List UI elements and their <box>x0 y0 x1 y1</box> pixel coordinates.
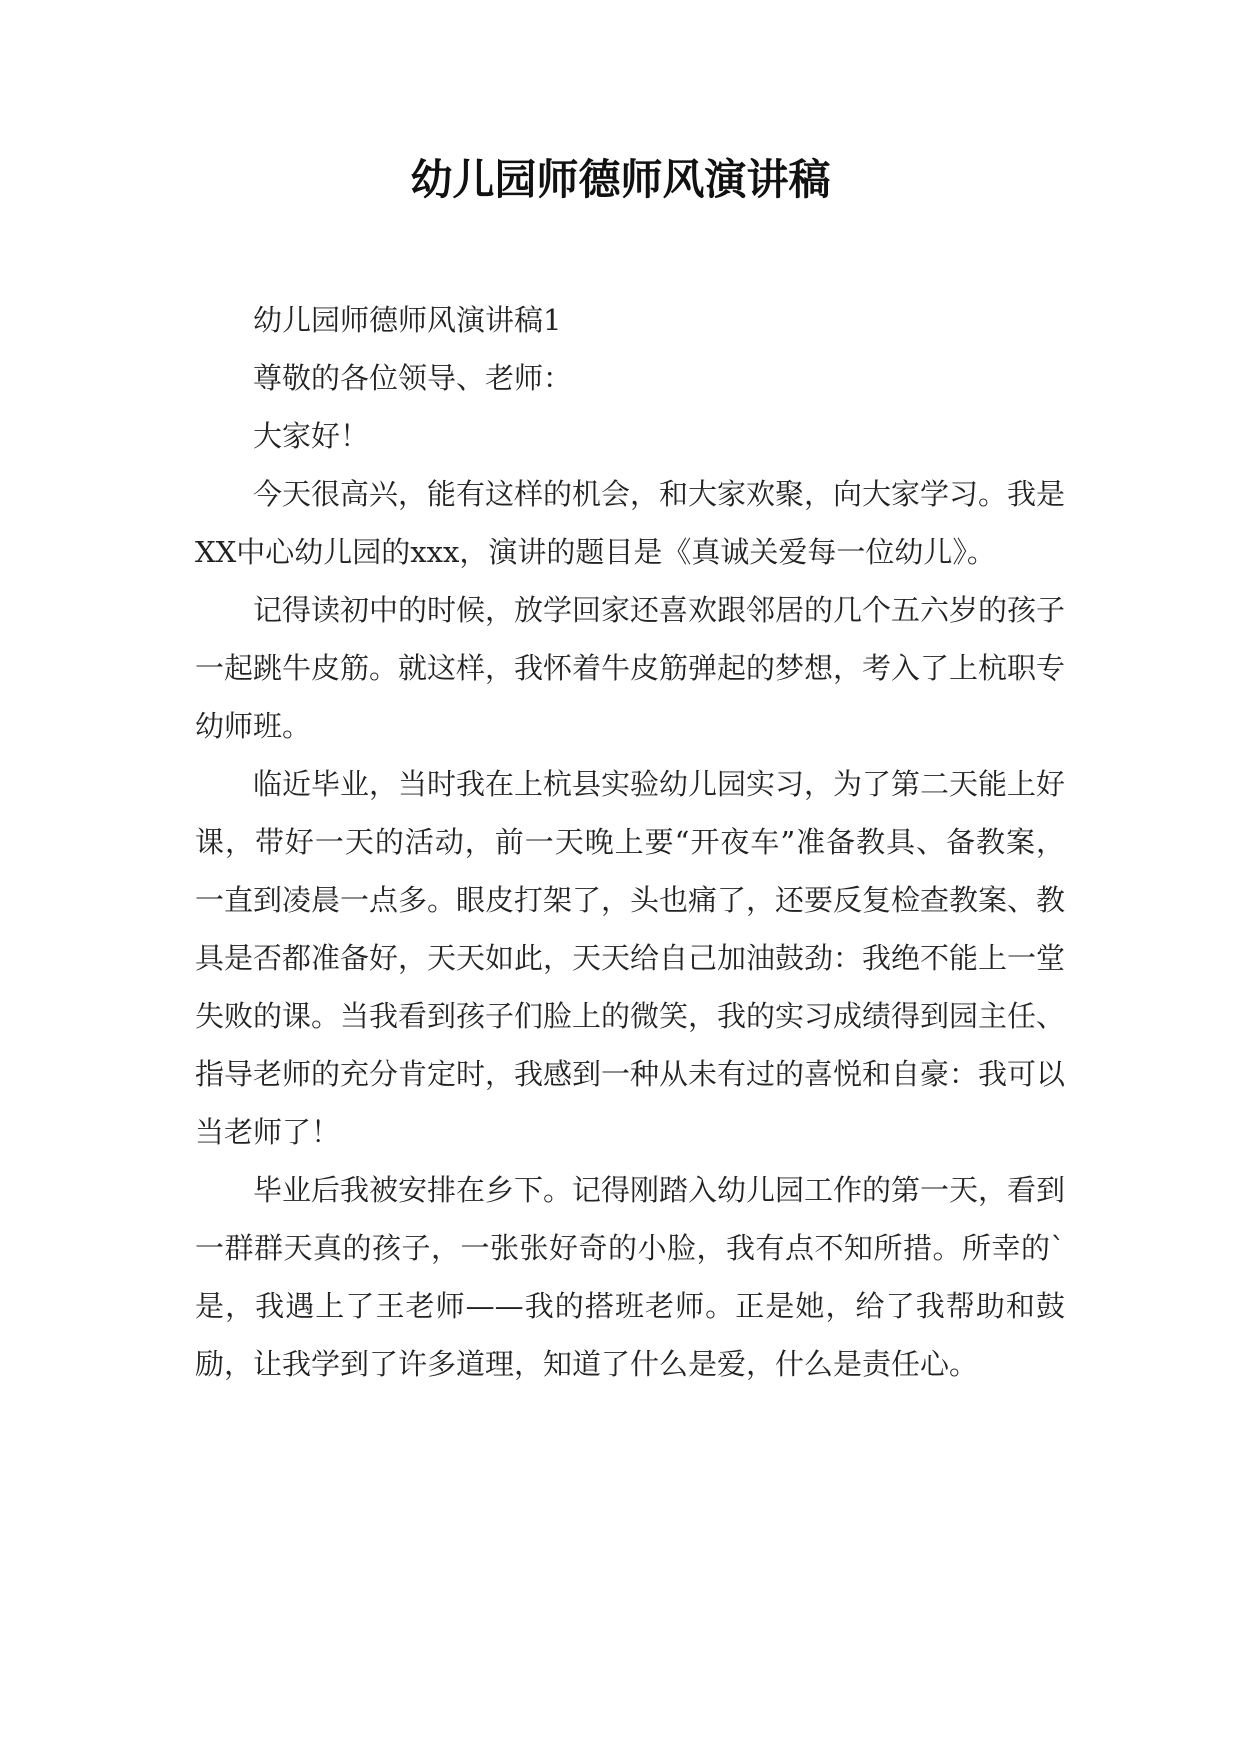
paragraph-internship: 临近毕业，当时我在上杭县实验幼儿园实习，为了第二天能上好课，带好一天的活动，前一天晚上要“开夜车”准备教具、备教案，一直到凌晨一点多。眼皮打架了，头也痛了，还要反复检查教案、教具是否都准备好，天天如此，天天给自己加油鼓劲：我绝不能上一堂失败的课。当我看到孩子们脸上的微笑，我的实习成绩得到园主任、指导老师的充分肯定时，我感到一种从未有过的喜悦和自豪：我可以当老师了！ <box>195 767 1066 1149</box>
paragraph-heading: 幼儿园师德师风演讲稿1 <box>253 303 562 337</box>
paragraph-introduction: 今天很高兴，能有这样的机会，和大家欢聚，向大家学习。我是XX中心幼儿园的xxx，演讲的题目是《真诚关爱每一位幼儿》。 <box>195 477 1066 569</box>
paragraph-salutation: 尊敬的各位领导、老师： <box>253 361 573 395</box>
paragraph-first-job: 毕业后我被安排在乡下。记得刚踏入幼儿园工作的第一天，看到一群群天真的孩子，一张张好奇的小脸，我有点不知所措。所幸的`是，我遇上了王老师——我的搭班老师。正是她，给了我帮助和鼓励，让我学到了许多道理，知道了什么是爱，什么是责任心。 <box>195 1173 1066 1381</box>
paragraph-greeting: 大家好！ <box>253 419 370 453</box>
document-body <box>195 291 1065 1393</box>
document-title: 幼儿园师德师风演讲稿 <box>410 155 831 204</box>
paragraph-childhood: 记得读初中的时候，放学回家还喜欢跟邻居的几个五六岁的孩子一起跳牛皮筋。就这样，我怀着牛皮筋弹起的梦想，考入了上杭职专幼师班。 <box>195 593 1066 743</box>
